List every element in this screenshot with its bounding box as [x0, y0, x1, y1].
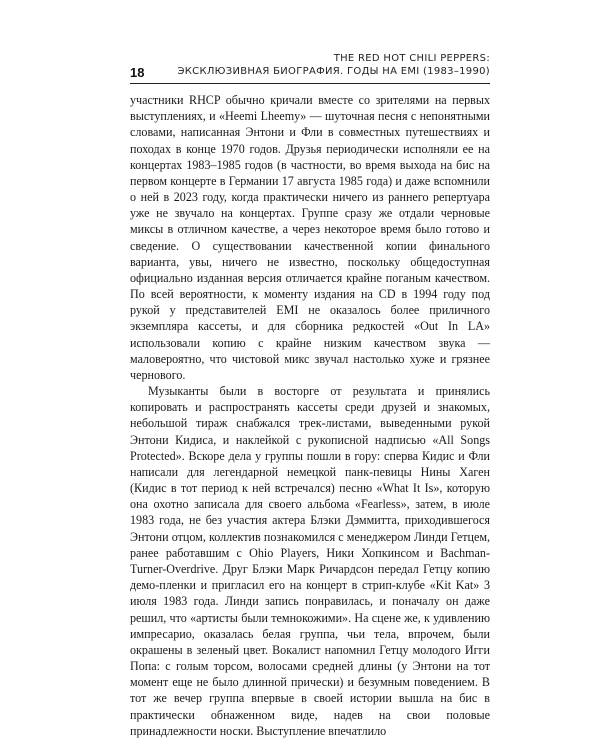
paragraph-1: участники RHCP обычно кричали вместе со зрителями на первых выступлениях, и «Heemi Lheemy» — шуточная песня с непонятными словами, написанная Энтони и Фли в совместных путешествиях и походах в конце 1970 годов. Друзья периодически исполняли ее на концертах 1983–1985 годов (в частности, во время выхода на бис на первом концерте в Германии 17 августа 1985 года) и даже вспомнили о ней в 2023 году, когда практически ничего из раннего репертуара уже не звучало на концертах. Группе сразу же отдали черновые миксы в отличном качестве, а через некоторое время было готово и сведение. О существовании качественной копии финального варианта, увы, ничего не известно, поскольку общедоступная официально изданная версия отличается крайне поганым качеством. По всей вероятности, к моменту издания на CD в 1994 году под рукой у представителей EMI не оказалось более приличного экземпляра кассеты, и для сборника редкостей «Out In LA» использовали копию с крайне низким качеством звука — маловероятно, что чистовой микс звучал настолько хуже и грязнее чернового.: [130, 93, 490, 382]
running-head-line-2: ЭКСКЛЮЗИВНАЯ БИОГРАФИЯ. ГОДЫ НА EMI (1983–1990): [177, 66, 490, 77]
running-head: [178, 52, 491, 78]
page-header: [130, 52, 490, 84]
body-text: [130, 92, 490, 739]
running-head-line-1: THE RED HOT CHILI PEPPERS:: [333, 53, 490, 64]
page-number: 18: [130, 65, 145, 80]
paragraph-2: Музыканты были в восторге от результата и принялись копировать и распространять кассеты среди друзей и знакомых, небольшой тираж снабжался трек-листами, выведенными рукой Энтони Кидиса, и наклейкой с рукописной надписью «All Songs Protected». Вскоре дела у группы пошли в гору: сперва Кидис и Фли написали для легендарной немецкой панк-певицы Нины Хаген (Кидис в тот период к ней встречался) песню «What It Is», которую она охотно записала для своего альбома «Fearless», затем, в июле 1983 года, не без участия актера Блэки Дэммитта, приходившегося Энтони отцом, коллектив познакомился с менеджером Линди Гетцем, ранее работавшим с Ohio Players, Ники Хопкинсом и Bachman-Turner-Overdrive. Друг Блэки Марк Ричардсон передал Гетцу копию демо-пленки и пригласил его на концерт в стрип-клубе «Kit Kat» 3 июля 1983 года. Линди запись понравилась, и поначалу он даже решил, что «артисты были темнокожими». На сцене же, к удивлению импресарио, оказалась белая группа, чьи тела, впрочем, были окрашены в зеленый цвет. Вокалист напомнил Гетцу молодого Игги Попа: с голым торсом, волосами средней длины (у Энтони на тот момент еще не было длинной прически) и безумным поведением. В тот же вечер группа впервые в своей истории вышла на бис в практически обнаженном виде, надев на свои половые принадлежности носки. Выступление впечатлило: [130, 384, 490, 738]
header-rule: [130, 83, 490, 84]
